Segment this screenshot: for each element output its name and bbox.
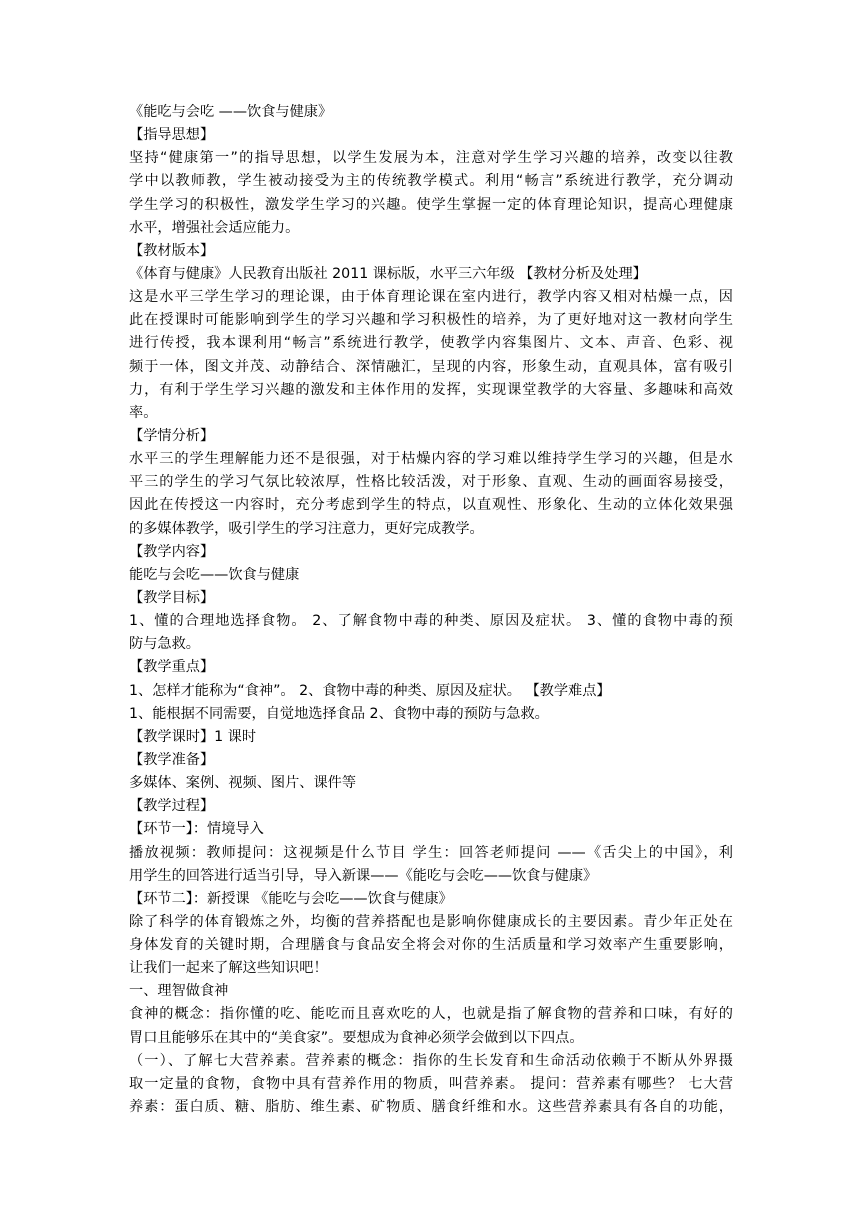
paragraph-line: 养素：蛋白质、糖、脂肪、维生素、矿物质、膳食纤维和水。这些营养素具有各自的功能， [129,1099,733,1116]
paragraph-line: 播放视频：教师提问：这视频是什么节目 学生：回答老师提问 ——《舌尖上的中国》，利 [129,844,733,861]
heading-student-analysis: 【学情分析】 [129,427,215,444]
heading-class-hours: 【教学课时】1 课时 [129,728,257,745]
doc-title: 《能吃与会吃 ——饮食与健康》 [129,104,333,120]
paragraph-line: 力，有利于学生学习兴趣的激发和主体作用的发挥，实现课堂教学的大容量、多趣味和高效 [129,381,733,398]
heading-teaching-goals: 【教学目标】 [129,589,215,606]
document-page [129,101,733,1119]
paragraph-line: 水平，增强社会适应能力。 [129,219,300,236]
paragraph-line: 此在授课时可能影响到学生的学习兴趣和学习积极性的培养，为了更好地对这一教材向学生 [129,312,733,329]
paragraph-line: 取一定量的食物，食物中具有营养作用的物质，叫营养素。 提问：营养素有哪些？ 七大营 [129,1075,733,1092]
section-heading: 一、理智做食神 [129,983,229,1000]
paragraph-line: 学中以教师教，学生被动接受为主的传统教学模式。利用“畅言”系统进行教学，充分调动 [129,173,733,190]
paragraph-line: （一）、了解七大营养素。营养素的概念：指你的生长发育和生命活动依赖于不断从外界摄 [129,1052,733,1069]
paragraph-line: 坚持“健康第一”的指导思想，以学生发展为本，注意对学生学习兴趣的培养，改变以往教 [129,150,733,167]
paragraph-line: 因此在传授这一内容时，充分考虑到学生的特点，以直观性、形象化、生动的立体化效果强 [129,497,733,514]
paragraph-line: 率。 [129,404,158,421]
heading-guiding-ideology: 【指导思想】 [129,127,215,144]
paragraph-line: 身体发育的关键时期，合理膳食与食品安全将会对你的生活质量和学习效率产生重要影响， [129,937,733,954]
heading-step-two: 【环节二】：新授课 《能吃与会吃——饮食与健康》 [129,890,453,907]
paragraph-line: 胃口且能够乐在其中的“美食家”。要想成为食神必须学会做到以下四点。 [129,1029,584,1046]
paragraph-line: 能吃与会吃——饮食与健康 [129,566,300,583]
paragraph-line: 频于一体，图文并茂、动静结合、深情融汇，呈现的内容，形象生动，直观具体，富有吸引 [129,358,733,375]
paragraph-line: 食神的概念：指你懂的吃、能吃而且喜欢吃的人，也就是指了解食物的营养和口味，有好的 [129,1006,733,1023]
paragraph-line: 水平三的学生理解能力还不是很强，对于枯燥内容的学习难以维持学生学习的兴趣，但是水 [129,451,733,468]
paragraph-line: 这是水平三学生学习的理论课，由于体育理论课在室内进行，教学内容又相对枯燥一点，因 [129,289,733,306]
paragraph-line: 1、懂的合理地选择食物。 2、了解食物中毒的种类、原因及症状。 3、懂的食物中毒的预 [129,613,733,630]
paragraph-line: 的多媒体教学，吸引学生的学习注意力，更好完成教学。 [129,520,484,537]
paragraph-line: 防与急救。 [129,636,200,653]
heading-teaching-process: 【教学过程】 [129,798,215,815]
heading-step-one: 【环节一】：情境导入 [129,821,264,838]
paragraph-line: 用学生的回答进行适当引导，导入新课——《能吃与会吃——饮食与健康》 [129,867,598,884]
paragraph-line: 1、能根据不同需要，自觉地选择食品 2、食物中毒的预防与急救。 [129,705,549,722]
paragraph-line: 《体育与健康》人民教育出版社 2011 课标版，水平三六年级 【教材分析及处理】 [129,265,647,282]
paragraph-line: 进行传授，我本课利用“畅言”系统进行教学，使教学内容集图片、文本、声音、色彩、视 [129,335,733,352]
heading-teaching-content: 【教学内容】 [129,543,215,560]
paragraph-line: 1、怎样才能称为“食神”。 2、食物中毒的种类、原因及症状。 【教学难点】 [129,682,611,699]
heading-preparation: 【教学准备】 [129,751,215,768]
paragraph-line: 让我们一起来了解这些知识吧！ [129,960,328,977]
paragraph-line: 除了科学的体育锻炼之外，均衡的营养搭配也是影响你健康成长的主要因素。青少年正处在 [129,913,733,930]
heading-key-points: 【教学重点】 [129,659,215,676]
paragraph-line: 学生学习的积极性，激发学生学习的兴趣。使学生掌握一定的体育理论知识，提高心理健康 [129,196,733,213]
paragraph-line: 平三的学生的学习气氛比较浓厚，性格比较活泼，对于形象、直观、生动的画面容易接受， [129,474,733,491]
heading-textbook-edition: 【教材版本】 [129,242,215,259]
paragraph-line: 多媒体、案例、视频、图片、课件等 [129,775,357,792]
